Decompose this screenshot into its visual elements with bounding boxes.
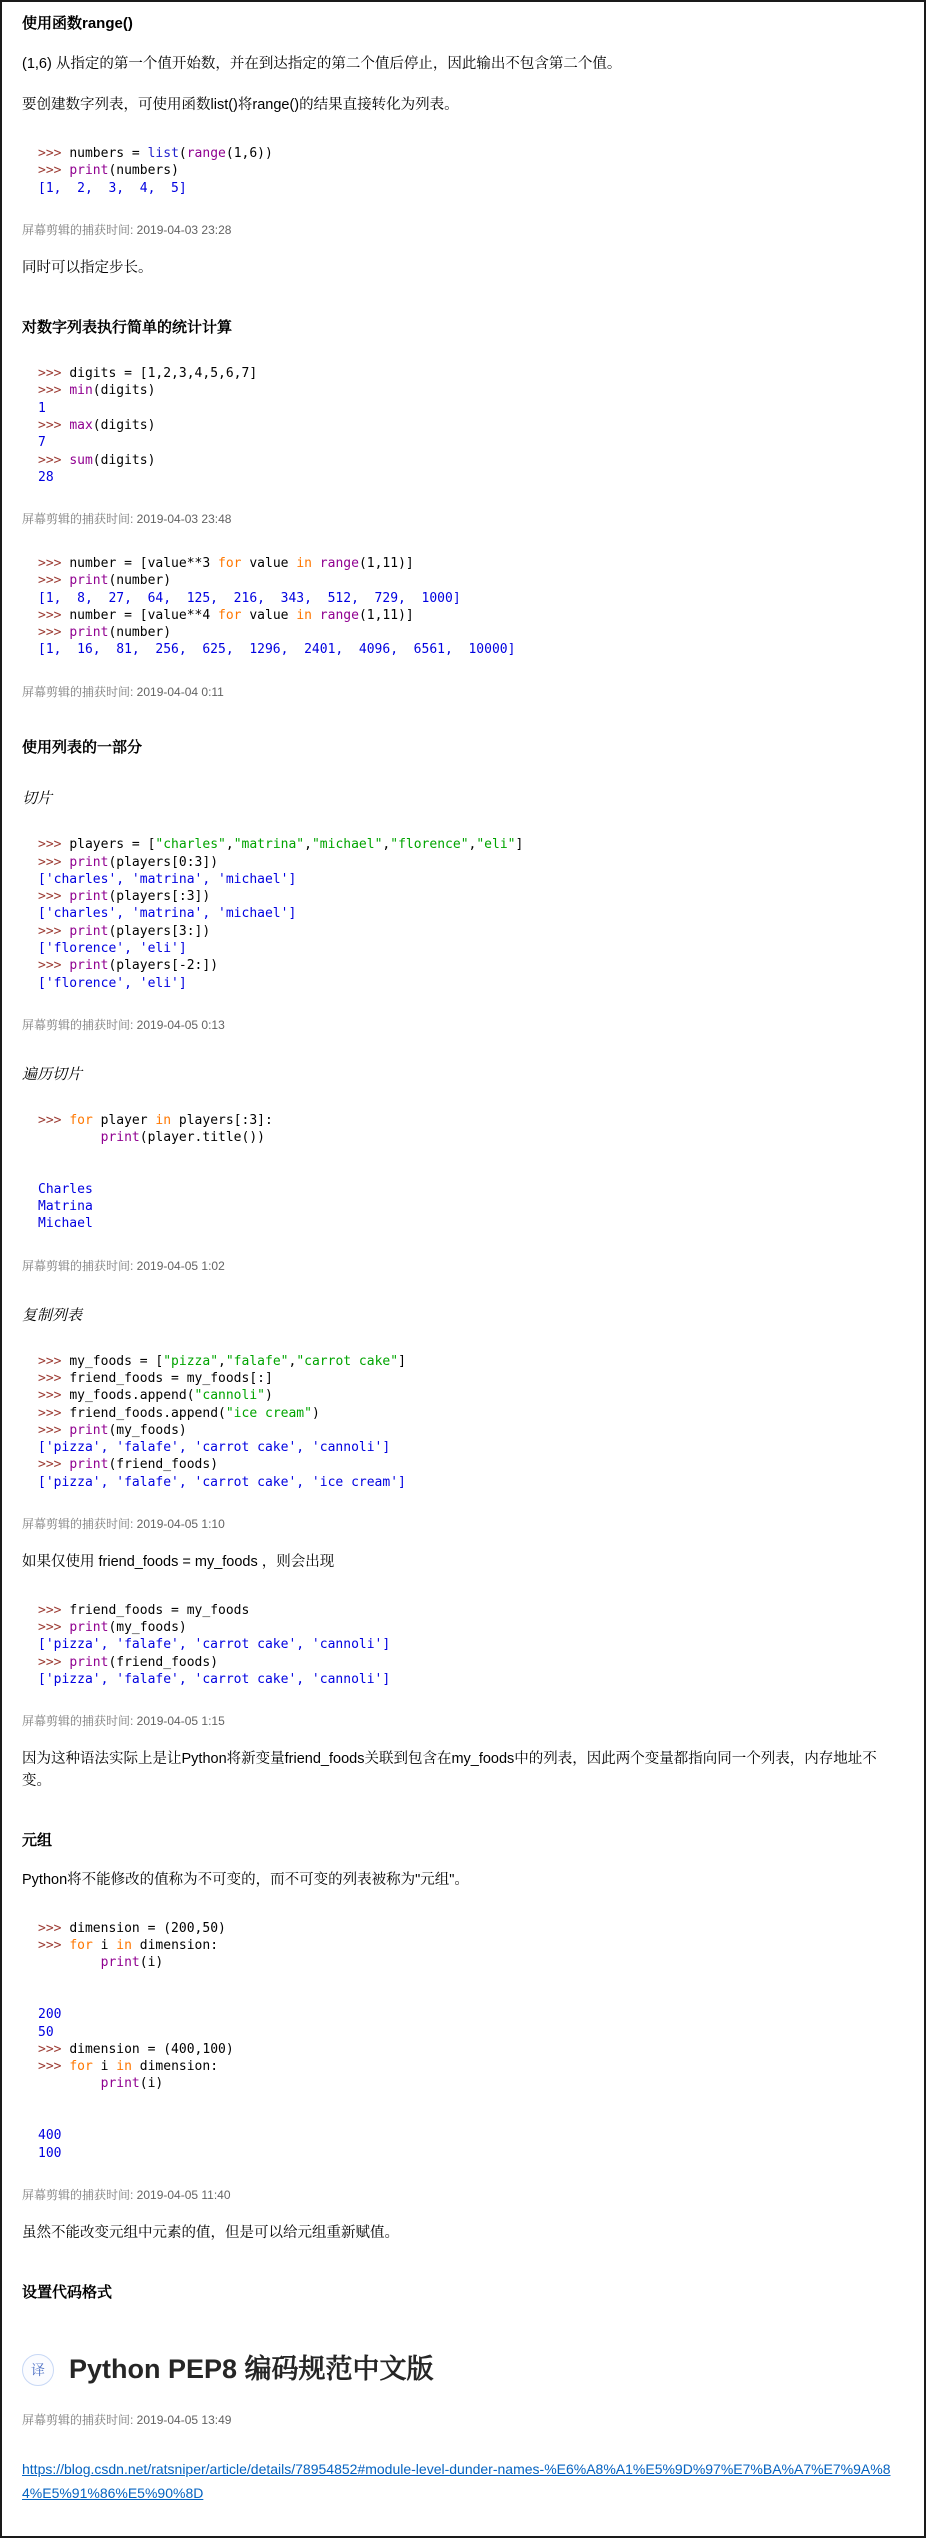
code-token: print [69, 958, 109, 974]
code-token: >>> [38, 417, 70, 433]
code-token: ( [178, 146, 187, 161]
code-token: >>> [38, 1388, 70, 1404]
timestamp-value: 2019-04-03 23:48 [136, 512, 232, 527]
code-token: ) [265, 1388, 273, 1404]
code-token: , [382, 837, 391, 853]
code-token: ['florence', 'eli'] [38, 975, 187, 991]
code-token: ['pizza', 'falafe', 'carrot cake', 'cannoli'] [38, 1440, 391, 1456]
paragraph: Python将不能修改的值称为不可变的，而不可变的列表被称为"元组"。 [22, 1872, 469, 1889]
code-token: >>> [38, 556, 70, 572]
code-token: number = [value**4 [69, 607, 219, 623]
timestamp-label: 屏幕剪辑的捕获时间: [22, 2187, 137, 2202]
code-token: (digits) [92, 383, 156, 399]
code-block [38, 1353, 904, 1491]
code-token: (players[3:]) [108, 923, 211, 939]
timestamp-value: 2019-04-03 23:28 [136, 222, 232, 237]
screen-clip-timestamp [22, 1257, 904, 1274]
code-token: range [186, 146, 226, 161]
code-token: in [155, 1112, 172, 1128]
code-token: dimension: [131, 1938, 219, 1954]
translate-badge-icon: 译 [22, 2354, 54, 2386]
code-token: ['pizza', 'falafe', 'carrot cake', 'cannoli'] [38, 1671, 391, 1687]
code-token: print [100, 2076, 140, 2092]
code-token: players = [ [69, 837, 156, 853]
sub-heading-italic: 遍历切片 [22, 1066, 83, 1083]
code-token [38, 2076, 101, 2091]
timestamp-label: 屏幕剪辑的捕获时间: [22, 684, 137, 699]
code-token: , [468, 837, 477, 853]
code-token: (friend_foods) [108, 1654, 219, 1670]
code-token: value [241, 607, 297, 623]
section-heading: 对数字列表执行简单的统计计算 [22, 318, 233, 336]
code-token: (number) [108, 625, 172, 641]
code-token: >>> [38, 854, 70, 870]
code-token: i [92, 2059, 117, 2075]
timestamp-value: 2019-04-04 0:11 [136, 684, 224, 699]
timestamp-label: 屏幕剪辑的捕获时间: [22, 1258, 137, 1273]
timestamp-value: 2019-04-05 11:40 [136, 2187, 231, 2202]
screen-clip-timestamp [22, 1515, 904, 1532]
code-token: >>> [38, 366, 70, 382]
code-token: "pizza" [163, 1353, 219, 1369]
code-token: >>> [38, 923, 70, 939]
code-token: ['pizza', 'falafe', 'carrot cake', 'cannoli'] [38, 1637, 391, 1653]
screen-clip-timestamp [22, 683, 904, 700]
code-token: [1, 2, 3, 4, 5] [38, 180, 187, 196]
screen-clip-timestamp [22, 1016, 904, 1033]
screen-clip-timestamp [22, 510, 904, 527]
code-token: 1 [38, 400, 46, 416]
code-token: number = [value**3 [69, 556, 219, 572]
code-block [38, 145, 904, 197]
timestamp-label: 屏幕剪辑的捕获时间: [22, 1714, 137, 1729]
code-token: Michael [38, 1216, 93, 1232]
code-token: >>> [38, 837, 70, 853]
timestamp-label: 屏幕剪辑的捕获时间: [22, 222, 137, 237]
screen-clip-timestamp [22, 1712, 904, 1729]
code-token: print [69, 889, 109, 905]
code-block [38, 1112, 904, 1233]
sub-heading-italic: 切片 [22, 791, 53, 808]
code-token: (number) [108, 573, 172, 589]
code-token: 400 [38, 2128, 62, 2144]
code-token: "charles" [155, 837, 226, 853]
code-token: Charles [38, 1181, 93, 1197]
code-token [38, 1130, 101, 1145]
code-token: Matrina [38, 1199, 93, 1215]
paragraph: 虽然不能改变元组中元素的值，但是可以给元组重新赋值。 [22, 2224, 399, 2241]
timestamp-label: 屏幕剪辑的捕获时间: [22, 1517, 137, 1531]
code-token: "florence" [390, 837, 469, 853]
code-token: for [69, 2059, 93, 2075]
paragraph: (1,6) 从指定的第一个值开始数，并在到达指定的第二个值后停止，因此输出不包含第二个值。 [22, 55, 622, 72]
section-heading: 使用函数range() [22, 15, 133, 32]
code-token: friend_foods = my_foods [69, 1602, 250, 1618]
timestamp-value: 2019-04-05 13:49 [136, 2413, 232, 2428]
code-token: >>> [38, 625, 70, 641]
code-token: ) [311, 1405, 320, 1421]
code-token: (digits) [92, 452, 156, 468]
code-token: 28 [38, 469, 54, 485]
csdn-link[interactable]: https://blog.csdn.net/ratsniper/article/details/78954852#module-level-dunder-names-%E6%A8%A1%E5%9D%97%E7%BA%A7%E7%9A%84%E5%91%86%E5%90%8D [22, 2461, 891, 2501]
code-token: player [92, 1112, 156, 1128]
section-heading: 设置代码格式 [22, 2283, 113, 2301]
code-token: >>> [38, 1353, 70, 1369]
code-token: >>> [38, 1654, 70, 1670]
code-token: >>> [38, 607, 70, 623]
code-block [38, 555, 904, 659]
screen-clip-timestamp [22, 2186, 904, 2203]
code-token: [1, 16, 81, 256, 625, 1296, 2401, 4096, 6561, 10000] [38, 642, 516, 658]
code-block [38, 1920, 904, 2162]
code-token [38, 1955, 101, 1970]
paragraph: 如果仅使用 friend_foods = my_foods ，则会出现 [22, 1554, 335, 1570]
code-token: friend_foods = my_foods[:] [69, 1371, 273, 1387]
code-token: (numbers) [108, 163, 179, 179]
code-token: >>> [38, 1422, 70, 1438]
pep8-title: Python PEP8 编码规范中文版 [69, 2354, 434, 2385]
code-token: my_foods = [ [69, 1353, 164, 1369]
code-token: range [319, 556, 359, 572]
code-token: print [100, 1955, 140, 1971]
code-token: "michael" [311, 837, 383, 853]
code-token: (players[:3]) [108, 889, 211, 905]
code-token: ['charles', 'matrina', 'michael'] [38, 906, 297, 922]
code-token: list [147, 146, 179, 161]
code-token: >>> [38, 1920, 70, 1936]
code-token: for [69, 1938, 93, 1954]
code-token: max [69, 417, 93, 433]
code-token: in [296, 556, 312, 572]
code-token: (player.title()) [139, 1130, 265, 1146]
paragraph: 同时可以指定步长。 [22, 259, 153, 276]
code-token: >>> [38, 889, 70, 905]
code-block [38, 1602, 904, 1688]
code-token: >>> [38, 1602, 70, 1618]
code-token: ['pizza', 'falafe', 'carrot cake', 'ice cream'] [38, 1474, 406, 1490]
code-token: players[:3]: [171, 1112, 273, 1128]
code-token: "eli" [476, 837, 516, 853]
section-heading: 元组 [22, 1831, 53, 1849]
code-token: print [69, 1457, 109, 1473]
code-token: >>> [38, 1457, 70, 1473]
code-token: print [69, 923, 109, 939]
code-token: print [69, 625, 109, 641]
timestamp-value: 2019-04-05 1:02 [136, 1258, 225, 1273]
code-token: 100 [38, 2145, 62, 2161]
code-token: (1,11)] [358, 556, 414, 572]
code-token: , [288, 1353, 297, 1369]
timestamp-label: 屏幕剪辑的捕获时间: [22, 1017, 137, 1032]
timestamp-label: 屏幕剪辑的捕获时间: [22, 2413, 137, 2428]
code-token: >>> [38, 1371, 70, 1387]
timestamp-label: 屏幕剪辑的捕获时间: [22, 512, 137, 527]
code-token: (i) [139, 1955, 164, 1971]
code-token: ] [398, 1353, 406, 1369]
code-token: "matrina" [233, 837, 305, 853]
code-token [312, 556, 320, 571]
code-token: ['charles', 'matrina', 'michael'] [38, 871, 297, 887]
code-token: "ice cream" [225, 1405, 312, 1421]
paragraph: 要创建数字列表，可使用函数list()将range()的结果直接转化为列表。 [22, 97, 459, 114]
code-token: for [218, 556, 242, 572]
code-token: >>> [38, 958, 70, 974]
code-token: >>> [38, 146, 70, 161]
code-token: "carrot cake" [296, 1353, 399, 1369]
code-token: 50 [38, 2024, 54, 2040]
timestamp-value: 2019-04-05 0:13 [136, 1017, 225, 1032]
code-token: for [69, 1112, 93, 1128]
code-token: >>> [38, 1620, 70, 1636]
code-token: (friend_foods) [108, 1457, 219, 1473]
code-block [38, 836, 904, 992]
code-token: print [69, 854, 109, 870]
code-token: [1, 8, 27, 64, 125, 216, 343, 512, 729, 1000] [38, 590, 461, 606]
code-token: (1,6)) [225, 146, 273, 161]
code-token: dimension: [131, 2059, 219, 2075]
code-token: my_foods.append( [69, 1388, 195, 1404]
code-token: (my_foods) [108, 1422, 187, 1438]
paragraph: 因为这种语法实际上是让Python将新变量friend_foods关联到包含在my_foods中的列表，因此两个变量都指向同一个列表，内存地址不变。 [22, 1751, 877, 1789]
code-token: in [296, 607, 312, 623]
code-token: (1,11)] [358, 607, 414, 623]
code-token: print [69, 1620, 109, 1636]
section-heading: 使用列表的一部分 [22, 738, 143, 756]
code-token: 200 [38, 2007, 62, 2023]
screen-clip-timestamp [22, 221, 904, 238]
code-token: in [116, 2059, 132, 2075]
code-token: , [225, 837, 234, 853]
code-token: >>> [38, 573, 70, 589]
code-token: 7 [38, 435, 46, 451]
code-token: "cannoli" [194, 1388, 265, 1404]
code-token: >>> [38, 452, 70, 468]
code-token: >>> [38, 1112, 70, 1128]
code-token: >>> [38, 2059, 70, 2075]
code-token: sum [69, 452, 93, 468]
code-token [312, 608, 320, 623]
code-token: >>> [38, 163, 70, 179]
code-token: numbers = [69, 146, 148, 161]
code-token: print [69, 163, 109, 179]
code-token: (players[-2:]) [108, 958, 219, 974]
code-token: dimension = (400,100) [69, 2041, 234, 2057]
code-token: i [92, 1938, 117, 1954]
timestamp-value: 2019-04-05 1:15 [136, 1714, 225, 1729]
code-block [38, 365, 904, 486]
timestamp-value: 2019-04-05 1:10 [136, 1517, 225, 1531]
code-token: digits = [1,2,3,4,5,6,7] [69, 366, 258, 382]
code-token: , [218, 1353, 226, 1369]
code-token: range [319, 607, 359, 623]
code-token: (i) [139, 2076, 164, 2092]
sub-heading-italic: 复制列表 [22, 1307, 83, 1324]
code-token: >>> [38, 1938, 70, 1954]
code-token: (digits) [92, 417, 156, 433]
code-token: print [69, 573, 109, 589]
code-token: >>> [38, 383, 70, 399]
code-token: in [116, 1938, 132, 1954]
code-token: >>> [38, 2041, 70, 2057]
code-token: print [69, 1654, 109, 1670]
code-token: value [241, 556, 297, 572]
code-token: print [100, 1130, 140, 1146]
code-token: (players[0:3]) [108, 854, 219, 870]
code-token: ] [515, 837, 524, 853]
code-token: for [218, 607, 242, 623]
code-token: "falafe" [225, 1353, 289, 1369]
code-token: dimension = (200,50) [69, 1920, 226, 1936]
code-token: , [304, 837, 312, 853]
code-token: print [69, 1422, 109, 1438]
code-token: (my_foods) [108, 1620, 187, 1636]
code-token: >>> [38, 1405, 70, 1421]
screen-clip-timestamp [22, 2411, 904, 2428]
code-token: ['florence', 'eli'] [38, 940, 187, 956]
pep8-title-row [22, 2352, 904, 2387]
note-content [22, 14, 904, 2506]
code-token: friend_foods.append( [69, 1405, 226, 1421]
code-token: min [69, 383, 93, 399]
